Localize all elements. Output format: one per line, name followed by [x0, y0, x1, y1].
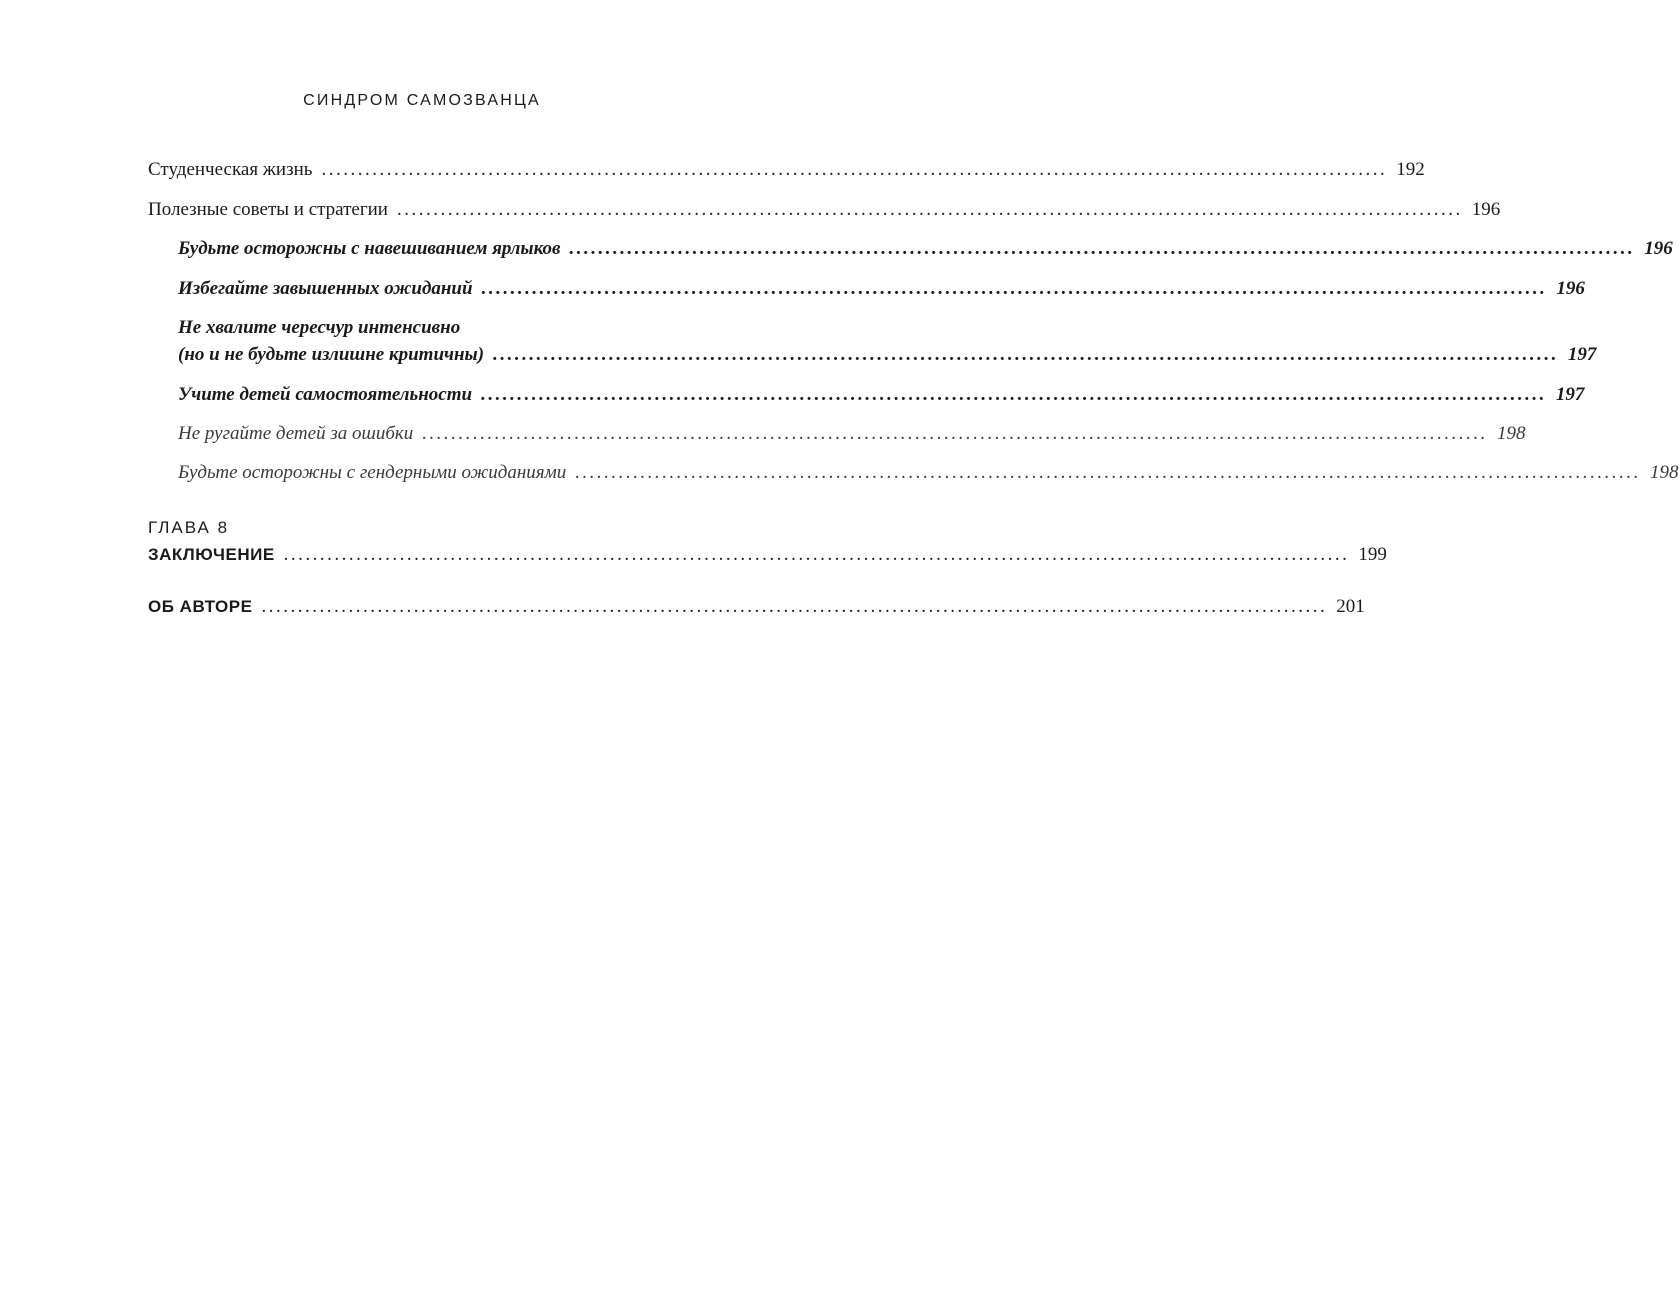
toc-page-number: 201	[1336, 596, 1365, 617]
dot-leader: ...................................................................................................................................................	[481, 384, 1547, 405]
toc-entry-independence	[178, 383, 1585, 407]
toc-page-number: 192	[1396, 159, 1425, 180]
toc-entry-title-line2: (но и не будьте излишне критичны)	[178, 344, 485, 365]
dot-leader: ...................................................................................................................................................	[396, 199, 1463, 220]
toc-page-number: 199	[1358, 544, 1387, 565]
dot-leader: ...................................................................................................................................................	[321, 159, 1388, 180]
toc-entry-conclusion	[148, 543, 1387, 567]
toc-entry-student-life	[148, 158, 1425, 182]
dot-leader: ...................................................................................................................................................	[422, 423, 1489, 444]
dot-leader: ...................................................................................................................................................	[493, 344, 1559, 365]
dot-leader: ...................................................................................................................................................	[481, 278, 1548, 299]
toc-page-number: 196	[1471, 199, 1501, 220]
toc-entry-title: Будьте осторожны с гендерными ожиданиями	[178, 462, 567, 483]
toc-entry-mistakes	[178, 422, 1526, 446]
toc-entry-gender	[178, 461, 1679, 485]
toc-page-number: 197	[1555, 384, 1585, 405]
dot-leader: ...................................................................................................................................................	[575, 462, 1642, 483]
toc-entry-about-author	[148, 595, 1365, 619]
toc-page-number: 196	[1556, 278, 1585, 299]
dot-leader: ...................................................................................................................................................	[283, 544, 1350, 565]
toc-entry-useful-tips	[148, 198, 1501, 222]
toc-entry-title: Учите детей самостоятельности	[178, 384, 473, 405]
toc-entry-title: Не ругайте детей за ошибки	[178, 423, 414, 444]
toc-entry-labels	[178, 237, 1673, 261]
toc-entry-title: Полезные советы и стратегии	[148, 199, 388, 220]
toc-entry-title: ЗАКЛЮЧЕНИЕ	[148, 545, 275, 564]
toc-page-number: 197	[1567, 344, 1597, 365]
running-header: СИНДРОМ САМОЗВАНЦА	[303, 92, 541, 109]
toc-entry-title: Будьте осторожны с навешиванием ярлыков	[178, 238, 561, 259]
dot-leader: ...................................................................................................................................................	[261, 596, 1328, 617]
toc-page-number: 196	[1644, 238, 1673, 259]
toc-page-number: 198	[1650, 462, 1679, 483]
toc-entry-praise	[178, 316, 1597, 367]
toc-entry-title: Избегайте завышенных ожиданий	[178, 278, 473, 299]
toc-entry-title: ОБ АВТОРЕ	[148, 597, 253, 616]
toc-entry-title-line1: Не хвалите чересчур интенсивно	[178, 317, 461, 338]
chapter-label: ГЛАВА 8	[148, 518, 230, 537]
toc-page-number: 198	[1497, 423, 1526, 444]
toc-entry-title: Студенческая жизнь	[148, 159, 313, 180]
dot-leader: ...................................................................................................................................................	[569, 238, 1636, 259]
toc-entry-expectations	[178, 277, 1585, 301]
